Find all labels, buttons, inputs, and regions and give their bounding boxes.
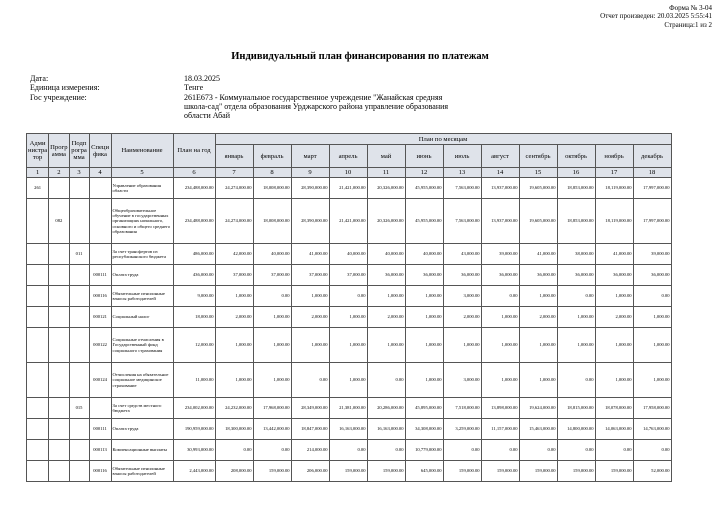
- column-number: 9: [291, 168, 329, 178]
- table-row: [27, 178, 672, 199]
- cell-admin: [27, 419, 49, 440]
- report-info: [30, 74, 484, 120]
- cell-month-value: 36,000.00: [519, 265, 557, 286]
- cell-month-value: 16,163,000.00: [329, 419, 367, 440]
- cell-subprogram: [69, 178, 89, 199]
- cell-month-value: 20,326,000.00: [367, 178, 405, 199]
- cell-plan-year: 30,993,000.00: [173, 440, 215, 461]
- table-row: [27, 440, 672, 461]
- cell-specifics: 000121: [89, 307, 111, 328]
- cell-month-value: 10,779,000.00: [405, 440, 443, 461]
- institution-value-line2: школа-сад" отдела образования Урджарского района управление образования: [184, 101, 449, 111]
- cell-month-value: 2,000.00: [519, 307, 557, 328]
- cell-month-value: 0.00: [367, 440, 405, 461]
- cell-month-value: 20,326,000.00: [367, 199, 405, 244]
- header-month: июль: [443, 145, 481, 168]
- cell-month-value: 18,008,000.00: [253, 199, 291, 244]
- cell-month-value: 0.00: [329, 286, 367, 307]
- cell-month-value: 0.00: [329, 440, 367, 461]
- cell-month-value: 159,000.00: [595, 461, 633, 482]
- cell-month-value: 1,000.00: [443, 328, 481, 363]
- cell-admin: [27, 328, 49, 363]
- cell-month-value: 21,421,000.00: [329, 178, 367, 199]
- cell-name: Компенсационные выплаты: [111, 440, 173, 461]
- cell-specifics: 000116: [89, 286, 111, 307]
- column-number: 18: [633, 168, 671, 178]
- cell-specifics: 000111: [89, 419, 111, 440]
- cell-month-value: 36,000.00: [595, 265, 633, 286]
- cell-plan-year: 234,488,000.00: [173, 178, 215, 199]
- cell-admin: [27, 440, 49, 461]
- header-by-months: План по месяцам: [215, 134, 671, 145]
- column-number: 11: [367, 168, 405, 178]
- cell-name: Отчисления на обязательное социальное медицинское страхование: [111, 363, 173, 398]
- cell-month-value: 159,000.00: [443, 461, 481, 482]
- header-subprogram: Подп рогра мма: [69, 134, 89, 168]
- cell-month-value: 28,349,000.00: [291, 398, 329, 419]
- cell-month-value: 41,000.00: [291, 244, 329, 265]
- cell-specifics: 000111: [89, 265, 111, 286]
- cell-subprogram: [69, 461, 89, 482]
- cell-plan-year: 234,002,000.00: [173, 398, 215, 419]
- cell-name: Оплата труда: [111, 419, 173, 440]
- table-body: [27, 178, 672, 482]
- cell-month-value: 0.00: [633, 286, 671, 307]
- cell-month-value: 18,847,000.00: [291, 419, 329, 440]
- column-number: 5: [111, 168, 173, 178]
- cell-month-value: 206,000.00: [291, 461, 329, 482]
- cell-month-value: 214,000.00: [291, 440, 329, 461]
- report-meta: [600, 4, 712, 29]
- cell-program: [49, 440, 69, 461]
- column-numbers-row: [27, 168, 672, 178]
- cell-month-value: 24,232,000.00: [215, 398, 253, 419]
- cell-month-value: 45,895,000.00: [405, 398, 443, 419]
- header-plan-year: План на год: [173, 134, 215, 168]
- cell-month-value: 18,853,000.00: [557, 199, 595, 244]
- cell-name: За счет средств местного бюджета: [111, 398, 173, 419]
- cell-program: 082: [49, 199, 69, 244]
- cell-admin: [27, 199, 49, 244]
- column-number: 15: [519, 168, 557, 178]
- cell-subprogram: 011: [69, 244, 89, 265]
- cell-month-value: 1,000.00: [595, 363, 633, 398]
- cell-month-value: 1,000.00: [215, 286, 253, 307]
- cell-month-value: 40,000.00: [329, 244, 367, 265]
- cell-month-value: 21,381,000.00: [329, 398, 367, 419]
- cell-month-value: 2,000.00: [215, 307, 253, 328]
- cell-month-value: 1,000.00: [367, 328, 405, 363]
- cell-month-value: 19,624,000.00: [519, 398, 557, 419]
- column-number: 4: [89, 168, 111, 178]
- cell-month-value: 17,968,000.00: [253, 398, 291, 419]
- date-label: Дата:: [30, 74, 49, 83]
- table-row: [27, 286, 672, 307]
- cell-month-value: 28,390,000.00: [291, 178, 329, 199]
- cell-month-value: 1,000.00: [291, 328, 329, 363]
- cell-month-value: 13,442,000.00: [253, 419, 291, 440]
- cell-subprogram: [69, 199, 89, 244]
- cell-month-value: 1,000.00: [405, 363, 443, 398]
- cell-month-value: 2,000.00: [595, 307, 633, 328]
- column-number: 17: [595, 168, 633, 178]
- cell-month-value: 7,563,000.00: [443, 178, 481, 199]
- header-month: апрель: [329, 145, 367, 168]
- table-row: [27, 199, 672, 244]
- cell-specifics: [89, 178, 111, 199]
- cell-name: Обязательные пенсионные взносы работодателей: [111, 286, 173, 307]
- cell-program: [49, 398, 69, 419]
- cell-specifics: 000124: [89, 363, 111, 398]
- cell-month-value: 0.00: [215, 440, 253, 461]
- cell-month-value: 1,000.00: [329, 328, 367, 363]
- cell-month-value: 1,000.00: [519, 363, 557, 398]
- cell-month-value: 13,937,000.00: [481, 178, 519, 199]
- cell-subprogram: [69, 328, 89, 363]
- cell-month-value: 17,958,000.00: [633, 398, 671, 419]
- cell-month-value: 28,390,000.00: [291, 199, 329, 244]
- cell-name: Обязательные пенсионные взносы работодателей: [111, 461, 173, 482]
- header-month: июнь: [405, 145, 443, 168]
- cell-month-value: 2,000.00: [367, 307, 405, 328]
- cell-month-value: 1,000.00: [633, 328, 671, 363]
- cell-month-value: 43,000.00: [443, 244, 481, 265]
- column-number: 10: [329, 168, 367, 178]
- column-number: 6: [173, 168, 215, 178]
- cell-month-value: 1,000.00: [329, 307, 367, 328]
- cell-month-value: 36,000.00: [557, 265, 595, 286]
- table-row: [27, 307, 672, 328]
- cell-admin: [27, 307, 49, 328]
- cell-month-value: 1,000.00: [633, 307, 671, 328]
- cell-month-value: 0.00: [557, 440, 595, 461]
- cell-program: [49, 363, 69, 398]
- cell-month-value: 14,763,000.00: [633, 419, 671, 440]
- cell-month-value: 24,274,000.00: [215, 199, 253, 244]
- column-number: 7: [215, 168, 253, 178]
- column-number: 8: [253, 168, 291, 178]
- cell-month-value: 45,955,000.00: [405, 178, 443, 199]
- header-month: февраль: [253, 145, 291, 168]
- cell-program: [49, 244, 69, 265]
- cell-admin: 261: [27, 178, 49, 199]
- cell-month-value: 7,518,000.00: [443, 398, 481, 419]
- column-number: 14: [481, 168, 519, 178]
- cell-month-value: 11,157,000.00: [481, 419, 519, 440]
- header-month: декабрь: [633, 145, 671, 168]
- cell-month-value: 39,000.00: [633, 244, 671, 265]
- column-number: 16: [557, 168, 595, 178]
- cell-month-value: 18,078,000.00: [595, 398, 633, 419]
- header-month: сентябрь: [519, 145, 557, 168]
- cell-month-value: 36,000.00: [367, 265, 405, 286]
- institution-label: Гос учреждение:: [30, 92, 87, 102]
- table-row: [27, 328, 672, 363]
- cell-month-value: 1,000.00: [481, 328, 519, 363]
- column-number: 13: [443, 168, 481, 178]
- institution-value-line1: 261E673 - Коммунальное государственное учреждение "Жанайская средняя: [184, 92, 443, 102]
- cell-month-value: 14,800,000.00: [557, 419, 595, 440]
- cell-month-value: 159,000.00: [519, 461, 557, 482]
- document-title: Индивидуальный план финансирования по платежам: [231, 51, 489, 62]
- cell-month-value: 159,000.00: [481, 461, 519, 482]
- cell-month-value: 18,119,000.00: [595, 199, 633, 244]
- cell-plan-year: 2,443,000.00: [173, 461, 215, 482]
- cell-month-value: 19,605,000.00: [519, 199, 557, 244]
- cell-month-value: 0.00: [595, 440, 633, 461]
- date-value: 18.03.2025: [184, 74, 220, 83]
- unit-value: Тенге: [184, 83, 204, 93]
- cell-month-value: 1,000.00: [253, 363, 291, 398]
- cell-month-value: 2,000.00: [291, 307, 329, 328]
- header-month: январь: [215, 145, 253, 168]
- cell-specifics: 000116: [89, 461, 111, 482]
- cell-month-value: 18,119,000.00: [595, 178, 633, 199]
- table-row: [27, 363, 672, 398]
- cell-month-value: 1,000.00: [405, 286, 443, 307]
- cell-admin: [27, 265, 49, 286]
- cell-month-value: 159,000.00: [253, 461, 291, 482]
- cell-month-value: 16,163,000.00: [367, 419, 405, 440]
- cell-month-value: 1,000.00: [481, 363, 519, 398]
- cell-month-value: 159,000.00: [329, 461, 367, 482]
- header-month: ноябрь: [595, 145, 633, 168]
- header-name: Наименование: [111, 134, 173, 168]
- cell-subprogram: [69, 286, 89, 307]
- cell-month-value: 1,000.00: [595, 286, 633, 307]
- cell-month-value: 0.00: [519, 440, 557, 461]
- table-row: [27, 419, 672, 440]
- cell-specifics: 000122: [89, 328, 111, 363]
- cell-month-value: 1,000.00: [291, 286, 329, 307]
- cell-month-value: 41,000.00: [519, 244, 557, 265]
- cell-month-value: 0.00: [481, 440, 519, 461]
- cell-month-value: 21,421,000.00: [329, 199, 367, 244]
- cell-month-value: 18,300,000.00: [215, 419, 253, 440]
- cell-month-value: 52,000.00: [633, 461, 671, 482]
- cell-month-value: 1,000.00: [329, 363, 367, 398]
- cell-month-value: 42,000.00: [215, 244, 253, 265]
- cell-name: За счет трансфертов из республиканского бюджета: [111, 244, 173, 265]
- cell-month-value: 13,937,000.00: [481, 199, 519, 244]
- header-month: октябрь: [557, 145, 595, 168]
- cell-name: Общеобразовательное обучение в государственных организациях начального, основного и общего среднего образования: [111, 199, 173, 244]
- cell-admin: [27, 461, 49, 482]
- cell-month-value: 18,815,000.00: [557, 398, 595, 419]
- cell-admin: [27, 286, 49, 307]
- cell-admin: [27, 363, 49, 398]
- cell-month-value: 0.00: [557, 363, 595, 398]
- cell-month-value: 0.00: [633, 440, 671, 461]
- cell-month-value: 37,000.00: [291, 265, 329, 286]
- cell-month-value: 1,000.00: [253, 307, 291, 328]
- cell-month-value: 1,000.00: [215, 328, 253, 363]
- cell-month-value: 645,000.00: [405, 461, 443, 482]
- cell-plan-year: 190,959,000.00: [173, 419, 215, 440]
- column-number: 1: [27, 168, 49, 178]
- cell-name: Управление образования области: [111, 178, 173, 199]
- cell-month-value: 15,463,000.00: [519, 419, 557, 440]
- cell-program: [49, 286, 69, 307]
- cell-month-value: 3,000.00: [443, 286, 481, 307]
- cell-month-value: 1,000.00: [253, 328, 291, 363]
- cell-month-value: 37,000.00: [253, 265, 291, 286]
- table-row: [27, 244, 672, 265]
- table-row: [27, 398, 672, 419]
- cell-month-value: 24,274,000.00: [215, 178, 253, 199]
- cell-specifics: [89, 244, 111, 265]
- institution-value-line3: области Абай: [184, 111, 231, 121]
- cell-subprogram: [69, 265, 89, 286]
- cell-month-value: 1,000.00: [557, 307, 595, 328]
- column-number: 12: [405, 168, 443, 178]
- cell-specifics: [89, 199, 111, 244]
- column-number: 3: [69, 168, 89, 178]
- cell-month-value: 36,000.00: [405, 265, 443, 286]
- cell-month-value: 0.00: [367, 363, 405, 398]
- cell-month-value: 1,000.00: [595, 328, 633, 363]
- cell-month-value: 159,000.00: [557, 461, 595, 482]
- cell-plan-year: 486,000.00: [173, 244, 215, 265]
- financing-plan-table: [26, 133, 672, 482]
- cell-month-value: 36,000.00: [481, 265, 519, 286]
- cell-name: Социальные отчисления в Государственный фонд социального страхования: [111, 328, 173, 363]
- cell-month-value: 37,000.00: [329, 265, 367, 286]
- cell-month-value: 38,000.00: [557, 244, 595, 265]
- cell-month-value: 2,000.00: [443, 307, 481, 328]
- cell-month-value: 34,308,000.00: [405, 419, 443, 440]
- cell-program: [49, 265, 69, 286]
- cell-program: [49, 328, 69, 363]
- generated-timestamp: Отчет произведен: 20.03.2025 5:55:41: [600, 12, 712, 21]
- cell-admin: [27, 398, 49, 419]
- header-month: май: [367, 145, 405, 168]
- form-number: Форма № 3-04: [669, 4, 712, 12]
- cell-month-value: 0.00: [253, 440, 291, 461]
- cell-plan-year: 436,000.00: [173, 265, 215, 286]
- cell-month-value: 1,000.00: [481, 307, 519, 328]
- cell-month-value: 45,955,000.00: [405, 199, 443, 244]
- cell-admin: [27, 244, 49, 265]
- cell-month-value: 1,000.00: [215, 363, 253, 398]
- cell-month-value: 1,000.00: [557, 328, 595, 363]
- header-specifics: Специ фика: [89, 134, 111, 168]
- cell-program: [49, 419, 69, 440]
- header-admin: Адми нистра тор: [27, 134, 49, 168]
- cell-month-value: 1,000.00: [519, 328, 557, 363]
- cell-month-value: 17,997,000.00: [633, 178, 671, 199]
- cell-month-value: 18,008,000.00: [253, 178, 291, 199]
- cell-specifics: 000113: [89, 440, 111, 461]
- cell-month-value: 40,000.00: [405, 244, 443, 265]
- cell-month-value: 14,063,000.00: [595, 419, 633, 440]
- cell-month-value: 36,000.00: [633, 265, 671, 286]
- cell-month-value: 1,000.00: [519, 286, 557, 307]
- cell-month-value: 159,000.00: [367, 461, 405, 482]
- column-number: 2: [49, 168, 69, 178]
- cell-subprogram: [69, 419, 89, 440]
- cell-program: [49, 178, 69, 199]
- cell-plan-year: 12,000.00: [173, 328, 215, 363]
- cell-month-value: 40,000.00: [253, 244, 291, 265]
- cell-month-value: 17,997,000.00: [633, 199, 671, 244]
- cell-month-value: 19,605,000.00: [519, 178, 557, 199]
- cell-month-value: 0.00: [291, 363, 329, 398]
- cell-specifics: [89, 398, 111, 419]
- cell-month-value: 20,286,000.00: [367, 398, 405, 419]
- cell-program: [49, 307, 69, 328]
- cell-month-value: 13,898,000.00: [481, 398, 519, 419]
- cell-month-value: 1,000.00: [367, 286, 405, 307]
- cell-month-value: 41,000.00: [595, 244, 633, 265]
- header-month: август: [481, 145, 519, 168]
- cell-program: [49, 461, 69, 482]
- cell-month-value: 37,000.00: [215, 265, 253, 286]
- cell-plan-year: 234,488,000.00: [173, 199, 215, 244]
- cell-month-value: 36,000.00: [443, 265, 481, 286]
- cell-month-value: 0.00: [557, 286, 595, 307]
- cell-month-value: 3,259,000.00: [443, 419, 481, 440]
- page-indicator: Страница:1 из 2: [664, 20, 712, 29]
- cell-month-value: 1,000.00: [405, 307, 443, 328]
- cell-month-value: 39,000.00: [481, 244, 519, 265]
- cell-month-value: 208,000.00: [215, 461, 253, 482]
- cell-month-value: 7,563,000.00: [443, 199, 481, 244]
- cell-month-value: 1,000.00: [633, 363, 671, 398]
- cell-subprogram: [69, 363, 89, 398]
- cell-name: Оплата труда: [111, 265, 173, 286]
- cell-plan-year: 18,000.00: [173, 307, 215, 328]
- cell-month-value: 0.00: [253, 286, 291, 307]
- cell-subprogram: 015: [69, 398, 89, 419]
- header-program: Прогр амма: [49, 134, 69, 168]
- cell-subprogram: [69, 440, 89, 461]
- cell-month-value: 40,000.00: [367, 244, 405, 265]
- cell-month-value: 1,000.00: [405, 328, 443, 363]
- unit-label: Единица измерения:: [30, 83, 100, 93]
- table-row: [27, 461, 672, 482]
- cell-month-value: 0.00: [443, 440, 481, 461]
- table-row: [27, 265, 672, 286]
- cell-name: Социальный налог: [111, 307, 173, 328]
- cell-month-value: 3,000.00: [443, 363, 481, 398]
- cell-plan-year: 9,000.00: [173, 286, 215, 307]
- cell-month-value: 0.00: [481, 286, 519, 307]
- cell-subprogram: [69, 307, 89, 328]
- header-month: март: [291, 145, 329, 168]
- cell-plan-year: 11,000.00: [173, 363, 215, 398]
- cell-month-value: 18,853,000.00: [557, 178, 595, 199]
